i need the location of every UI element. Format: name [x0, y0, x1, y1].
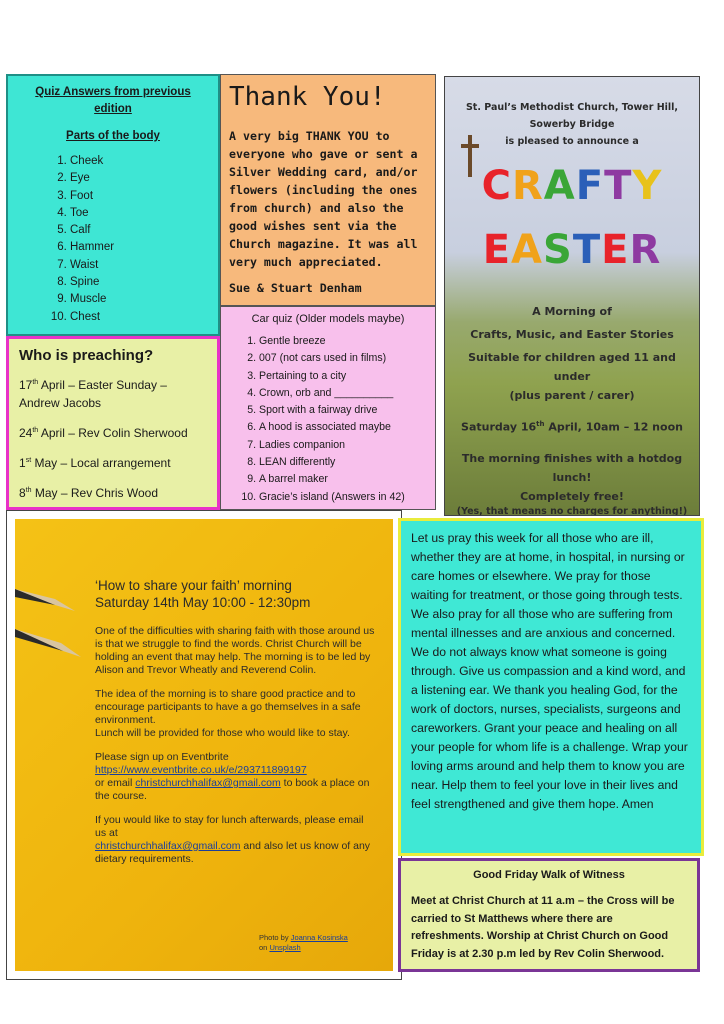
eventbrite-link[interactable]: https://www.eventbrite.co.uk/e/293711899197 [95, 764, 307, 776]
preaching-entry: 17th April – Easter Sunday – Andrew Jacobs [19, 378, 167, 410]
unsplash-link[interactable]: Unsplash [269, 943, 301, 952]
list-item: 6. A hood is associated maybe [259, 419, 427, 436]
share-faith-paragraph: One of the difficulties with sharing faith with those around us is that we struggle to find the words. Christ Church will be holding an event that may help. The morning is to be led by Alison and Trevor Wheatly and Reverend Colin. [95, 625, 375, 676]
quiz-title: Quiz Answers from previous edition [35, 86, 191, 115]
list-item: 7. Ladies companion [259, 437, 427, 454]
thank-you-panel [220, 74, 436, 306]
flyer-line: (plus parent / carer) [509, 389, 635, 402]
crafty-easter-flyer [444, 76, 700, 516]
list-item: 2. 007 (not cars used in films) [259, 350, 427, 367]
crafty-letter: Y [632, 163, 663, 209]
car-quiz-panel [220, 306, 436, 510]
prayer-text: Let us pray this week for all those who are ill, whether they are at home, in hospital, in nursing or care homes or elsewhere. We pray for those waiting for treatment, or those going through tests. We also pray for all those who are suffering from mental illnesses and are anxious and concerned. We do not always know what someone is going through. Give us compassion and a kind word, and a listening ear. We thank you healing God, for the work of doctors, nurses, specialists, surgeons and careworkers. Grant your peace and healing on all your people for whom life is a challenge. Wrap your loving arms around and help them to know you are near. Help them to feel your love in their lives and feel strengthened and give them hope. Amen [411, 531, 688, 811]
flyer-line: A Morning of [532, 305, 612, 318]
easter-letter: E [482, 227, 512, 273]
share-faith-title: ‘How to share your faith’ morning [95, 578, 292, 593]
share-faith-paragraph: The idea of the morning is to share good practice and to encourage participants to have a go themselves in a safe environment. [95, 688, 361, 726]
flyer-line: Crafts, Music, and Easter Stories [470, 328, 674, 341]
list-item: 2. Eye [70, 170, 208, 187]
prayer-panel [398, 518, 704, 856]
easter-letter: A [511, 227, 544, 273]
photographer-link[interactable]: Joanna Kosinska [290, 933, 348, 942]
list-item: 8. LEAN differently [259, 454, 427, 471]
list-item: 5. Sport with a fairway drive [259, 402, 427, 419]
list-item: 3. Foot [70, 188, 208, 205]
good-friday-panel [398, 858, 700, 972]
list-item: 3. Pertaining to a city [259, 368, 427, 385]
car-quiz-title: Car quiz (Older models maybe) [251, 313, 405, 325]
list-item: 7. Waist [70, 257, 208, 274]
list-item: 5. Calf [70, 222, 208, 239]
flyer-line: Completely free! [520, 489, 624, 503]
share-faith-background [15, 519, 393, 971]
flyer-header-announce: is pleased to announce a [505, 136, 639, 147]
good-friday-body: Meet at Christ Church at 11 a.m – the Cross will be carried to St Matthews where there are refreshments. Worship at Christ Church on Good Friday is at 2.30 p.m led by Rev Colin Sherwood. [411, 895, 675, 960]
flyer-crafty-word [451, 162, 693, 210]
crafty-letter: R [511, 163, 544, 209]
email-link[interactable]: christchurchhalifax@gmail.com [135, 777, 281, 789]
share-faith-paragraph: Lunch will be provided for those who would like to stay. [95, 727, 350, 739]
thank-you-signature: Sue & Stuart Denham [229, 281, 362, 295]
crafty-letter: T [604, 163, 633, 209]
preaching-panel [6, 336, 220, 510]
quiz-subtitle: Parts of the body [66, 130, 160, 142]
email-link[interactable]: christchurchhalifax@gmail.com [95, 840, 241, 852]
list-item: 9. Muscle [70, 291, 208, 308]
list-item: 9. A barrel maker [259, 471, 427, 488]
preaching-title: Who is preaching? [19, 347, 154, 364]
share-faith-date: Saturday 14th May 10:00 - 12:30pm [95, 595, 311, 610]
flyer-date: Saturday 16th April, 10am – 12 noon [461, 420, 683, 434]
flyer-easter-word [451, 226, 693, 274]
pencils-icon [15, 549, 85, 679]
list-item: 4. Toe [70, 205, 208, 222]
crafty-letter: A [543, 163, 576, 209]
list-item: 1. Gentle breeze [259, 333, 427, 350]
share-faith-text [95, 577, 377, 877]
list-item: 6. Hammer [70, 239, 208, 256]
easter-letter: R [629, 227, 662, 273]
good-friday-title: Good Friday Walk of Witness [473, 869, 625, 881]
preaching-entry: 8th May – Rev Chris Wood [19, 486, 159, 500]
car-quiz-list [229, 333, 427, 506]
list-item: 10. Gracie’s island (Answers in 42) [259, 489, 427, 506]
flyer-line: Suitable for children aged 11 and under [468, 351, 676, 383]
flyer-line: The morning finishes with a hotdog lunch! [461, 451, 683, 484]
quiz-answer-list [18, 153, 208, 326]
quiz-answers-panel [6, 74, 220, 336]
list-item: 10. Chest [70, 309, 208, 326]
thank-you-body: A very big THANK YOU to everyone who gave or sent a Silver Wedding card, and/or flowers (including the ones from church) and also the good wishes sent via the Church magazine. It was all very much appreciated. [229, 129, 418, 269]
flyer-line: (Yes, that means no charges for anything!) [456, 505, 688, 516]
list-item: 1. Cheek [70, 153, 208, 170]
crafty-letter: F [575, 163, 605, 209]
list-item: 8. Spine [70, 274, 208, 291]
preaching-entry: 1st May – Local arrangement [19, 456, 171, 470]
photo-credit: Photo by Joanna Kosinska on Unsplash [259, 933, 348, 952]
list-item: 4. Crown, orb and __________ [259, 385, 427, 402]
share-faith-lunch: If you would like to stay for lunch afterwards, please email us at christchurchhalifax@gmail.com and also let us know of any dietary requirements. [95, 814, 371, 865]
crafty-letter: C [481, 163, 512, 209]
share-faith-panel [6, 510, 402, 980]
easter-letter: T [572, 227, 602, 273]
easter-letter: S [543, 227, 573, 273]
preaching-entry: 24th April – Rev Colin Sherwood [19, 426, 188, 440]
easter-letter: E [601, 227, 630, 273]
share-faith-signup: Please sign up on Eventbrite https://www.eventbrite.co.uk/e/293711899197 or email christchurchhalifax@gmail.com to book a place on the course. [95, 751, 370, 802]
flyer-header-church: St. Paul’s Methodist Church, Tower Hill, Sowerby Bridge [465, 102, 679, 130]
cross-icon [461, 135, 479, 177]
thank-you-title: Thank You! [229, 82, 386, 112]
